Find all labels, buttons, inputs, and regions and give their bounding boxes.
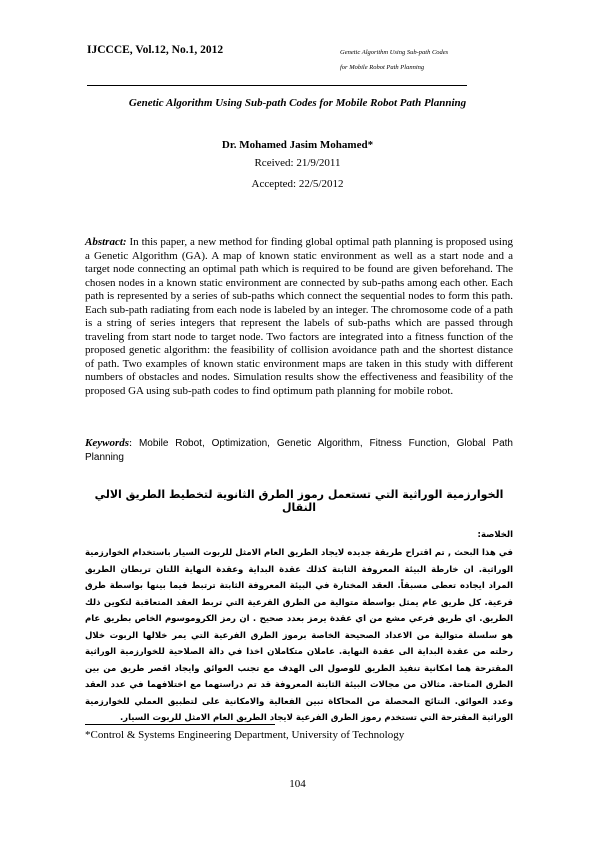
journal-citation: IJCCCE, Vol.12, No.1, 2012 <box>87 44 224 56</box>
header-divider <box>87 85 467 86</box>
author-name: Dr. Mohamed Jasim Mohamed* <box>221 139 374 151</box>
abstract <box>85 236 513 398</box>
running-title-line-1: Genetic Algorithm Using Sub-path Codes <box>340 49 449 56</box>
keywords-text: Mobile Robot, Optimization, Genetic Algorithm, Fitness Function, Global Path Planning <box>85 438 513 463</box>
keywords-colon: : <box>129 437 133 449</box>
running-title <box>340 45 448 75</box>
arabic-title: الخوارزمية الوراثية التي تستعمل رموز الطرق الثانوية لتخطيط الطريق الالي النقال <box>94 488 504 514</box>
keywords-label: Keywords <box>85 437 129 449</box>
arabic-abstract: في هذا البحث , تم اقتراح طريقة جديده لايجاد الطريق العام الامثل للربوت السيار باستخدام الخوارزمية الوراثية. ان خارطة البيئة المعروفة الثابتة كذلك عقدة البداية وعقدة النهاية اللتان تربطان الطريق المراد ايجاده تعطى مسبقاً. العقد المختارة في البيئة المعروفة الثابتة ترتبط فيما بينها بواسطة طرق فرعية. كل طريق عام يمثل بواسطة متوالية من الطرق الفرعية التي تربط العقد المتعاقبة لتكوين ذلك الطريق. اي طريق فرعي مشع من اي عقدة يرمز بعدد صحيح . ان رمز الكروموسوم الخاص بطريق عام هو سلسلة متوالية من الاعداد الصحيحة الخاصة برموز الطرق الفرعية التي يمر خلالها الربوت خلال رحلته من عقدة البداية الى عقدة النهاية. عاملان متكاملان اخذا في دالة الصلاحية للخوارزمية الوراثية المقترحة هما امكانية تنفيذ الطريق للوصول الى الهدف مع تجنب العوائق وايجاد اقصر طريق من بين الطرق المتاحة. مثالان من مجالات البيئة الثابتة المعروفة قد تم دراستهما مع اختلافهما في عدد العقد وعدد العوائق. النتائج المحصلة من المحاكاة تبين الفعالية والامكانية على لتطبيق العملي للخوارزمية الوراثية المقترحة التي تستخدم رموز الطرق الفرعية لايجاد الطريق العام الامثل للربوت السيار. <box>85 548 513 723</box>
footnote-divider <box>85 724 275 725</box>
abstract-label: Abstract: <box>85 236 127 248</box>
paper-title: Genetic Algorithm Using Sub-path Codes for Mobile Robot Path Planning <box>128 97 467 109</box>
keywords <box>85 437 513 464</box>
running-title-line-2: for Mobile Robot Path Planning <box>340 64 425 71</box>
arabic-abstract-label: الخلاصة: <box>477 530 513 540</box>
received-date: Rceived: 21/9/2011 <box>254 157 341 169</box>
author-affiliation-footnote: *Control & Systems Engineering Department, University of Technology <box>85 729 405 741</box>
abstract-text: In this paper, a new method for finding global optimal path planning is proposed using a Genetic Algorithm (GA). A map of known static environment as well as a start node and a target node connecting an optimal path which is required to be found are given beforehand. The chosen nodes in a known static environment are connected by sub-paths among each other. Each path is represented by a series of sub-paths which connect the sequential nodes to form this path. Each sub-path radiating from each node is labeled by an integer. The chromosome code of a path is a string of series integers that represent the labels of sub-paths which are passed through traveling from start node to target node. Two factors are integrated into a fitness function of the proposed genetic algorithm: the feasibility of collision avoidance path and the shortest distance of path. Two examples of known static environment maps are taken in this study with different numbers of obstacles and nodes. Simulation results show the effectiveness and feasibility of the proposed GA using sub-path codes to find optimum path planning for mobile robot. <box>85 236 513 397</box>
page-number: 104 <box>289 778 306 790</box>
accepted-date: Accepted: 22/5/2012 <box>251 178 344 190</box>
